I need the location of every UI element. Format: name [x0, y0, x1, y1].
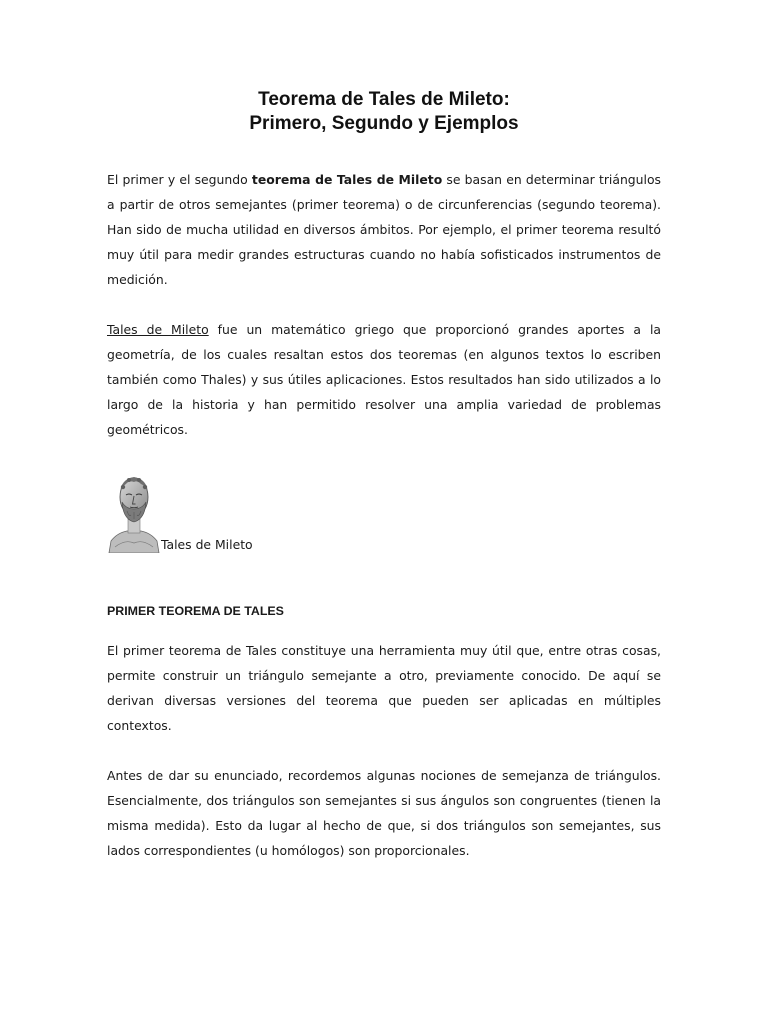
title-line-2: Primero, Segundo y Ejemplos: [249, 113, 519, 134]
page-title: [107, 88, 661, 136]
tales-portrait-image: [107, 469, 161, 553]
bio-text: fue un matemático griego que proporcionó grandes aportes a la geometría, de los cuales resaltan estos dos teoremas (en algunos textos lo escriben también como Thales) y sus útiles aplicaciones. Estos resultados han sido utilizados a lo largo de la historia y han permitido resolver una amplia variedad de problemas geométricos.: [107, 322, 661, 437]
intro-text-end: se basan en determinar triángulos a partir de otros semejantes (primer teorema) o de circunferencias (segundo teorema). Han sido de mucha utilidad en diversos ámbitos. Por ejemplo, el primer teorema resultó muy útil para medir grandes estructuras cuando no había sofisticados instrumentos de medición.: [107, 172, 661, 287]
intro-bold-term: teorema de Tales de Mileto: [251, 172, 443, 187]
document-page: [107, 88, 661, 863]
intro-text-start: El primer y el segundo: [107, 172, 252, 187]
title-line-1: Teorema de Tales de Mileto:: [258, 89, 510, 110]
intro-paragraph: [107, 167, 661, 292]
tales-link[interactable]: Tales de Mileto: [107, 322, 209, 337]
section-heading: PRIMER TEOREMA DE TALES: [107, 604, 284, 618]
portrait-caption: Tales de Mileto: [161, 537, 253, 552]
bio-paragraph: [107, 317, 661, 442]
portrait-figure: [107, 469, 661, 553]
paragraph-3: El primer teorema de Tales constituye una herramienta muy útil que, entre otras cosas, permite construir un triángulo semejante a otro, previamente conocido. De aquí se derivan diversas versiones del teorema que pueden ser aplicadas en múltiples contextos.: [107, 643, 661, 733]
paragraph-4: Antes de dar su enunciado, recordemos algunas nociones de semejanza de triángulos. Esencialmente, dos triángulos son semejantes si sus ángulos son congruentes (tienen la misma medida). Esto da lugar al hecho de que, si dos triángulos son semejantes, sus lados correspondientes (u homólogos) son proporcionales.: [107, 768, 661, 858]
